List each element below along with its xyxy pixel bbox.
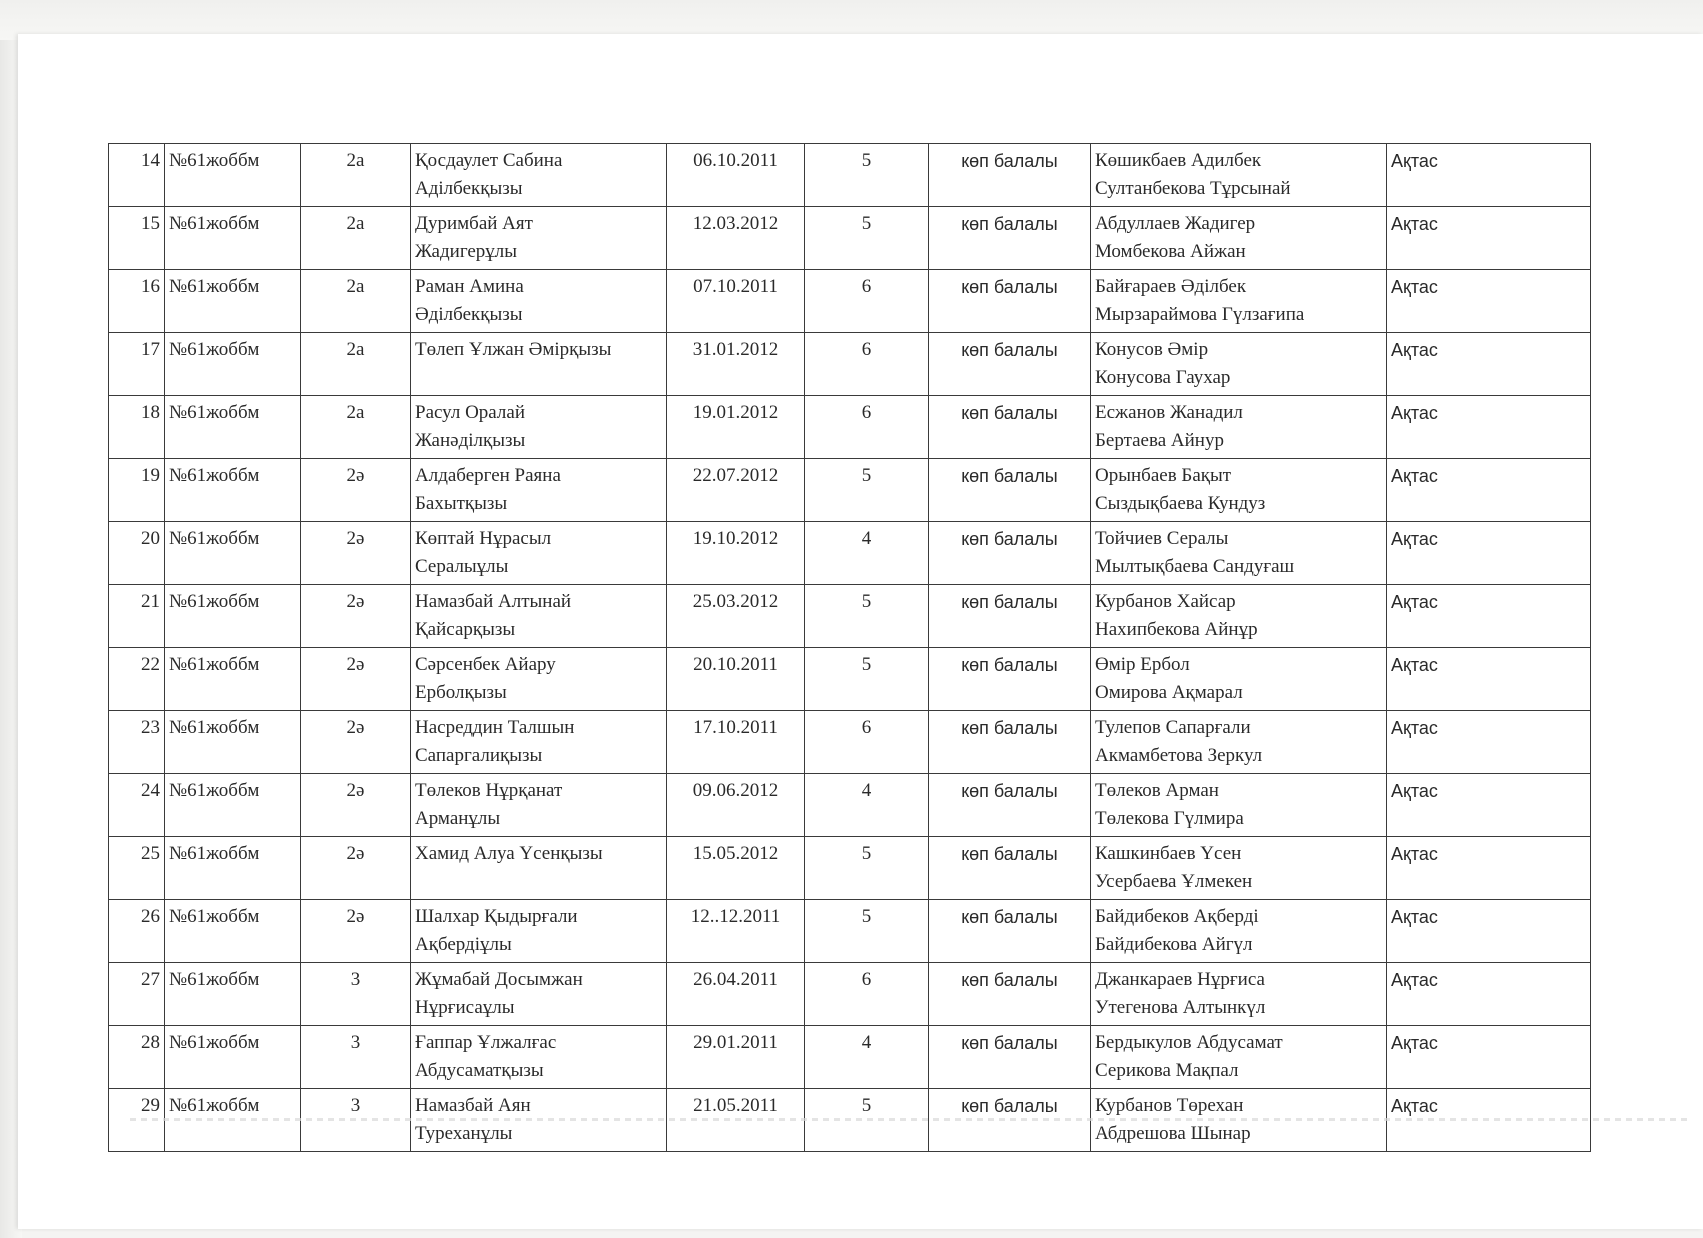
child-name-cell-line-2: Әдiлбекқызы [415,304,523,325]
parents-cell-line-1: Курбанов Төрехан [1095,1095,1244,1116]
family-status-cell: көп балалы [929,963,1091,1026]
child-name-cell-line-1: Насреддин Талшын [415,717,575,738]
parents-cell-line-2: Конусова Гаухар [1095,367,1231,388]
parents-cell-line-1: Тойчиев Сералы [1095,528,1229,549]
child-name-cell [411,711,667,774]
birth-date-cell: 17.10.2011 [667,711,805,774]
child-name-cell-line-1: Төлеков Нұрқанат [415,780,563,801]
parents-cell [1091,837,1387,900]
child-name-cell-line-2: Қайсарқызы [415,619,516,640]
parents-cell-line-1: Есжанов Жанадил [1095,402,1243,423]
school-cell: №61жоббм [165,585,301,648]
parents-cell-line-2: Сыздықбаева Кундуз [1095,493,1266,514]
locality-cell: Ақтас [1387,648,1591,711]
grade-cell: 3 [301,963,411,1026]
locality-cell: Ақтас [1387,774,1591,837]
parents-cell [1091,774,1387,837]
parents-cell [1091,648,1387,711]
parents-cell [1091,396,1387,459]
family-status-cell: көп балалы [929,648,1091,711]
child-name-cell [411,522,667,585]
grade-cell: 2ә [301,837,411,900]
locality-cell: Ақтас [1387,585,1591,648]
child-name-cell-line-1: Намазбай Аян [415,1095,531,1116]
parents-cell-line-2: Момбекова Айжан [1095,241,1246,262]
child-name-cell-line-2: Сапаргалиқызы [415,745,543,766]
parents-cell-line-2: Серикова Мақпал [1095,1060,1239,1081]
grade-cell: 2а [301,396,411,459]
birth-date-cell: 15.05.2012 [667,837,805,900]
parents-cell-line-2: Төлекова Гүлмира [1095,808,1244,829]
locality-cell: Ақтас [1387,333,1591,396]
child-name-cell-line-2: Туреханұлы [415,1123,513,1144]
child-name-cell-line-1: Раман Амина [415,276,524,297]
child-name-cell-line-1: Көптай Нұрасыл [415,528,552,549]
table-row [109,144,1591,207]
family-status-cell: көп балалы [929,774,1091,837]
child-name-cell [411,963,667,1026]
grade-cell: 2а [301,207,411,270]
children-count-cell: 6 [805,396,929,459]
birth-date-cell: 09.06.2012 [667,774,805,837]
locality-cell: Ақтас [1387,459,1591,522]
birth-date-cell: 12.03.2012 [667,207,805,270]
child-name-cell-line-1: Алдаберген Раяна [415,465,561,486]
birth-date-cell: 21.05.2011 [667,1089,805,1152]
row-number-cell: 19 [109,459,165,522]
child-name-cell-line-2: Арманұлы [415,808,501,829]
row-number-cell: 22 [109,648,165,711]
family-status-cell: көп балалы [929,900,1091,963]
row-number-cell: 26 [109,900,165,963]
child-name-cell [411,396,667,459]
child-name-cell-line-2: Адiлбекқызы [415,178,523,199]
child-name-cell [411,270,667,333]
child-name-cell-line-1: Дуримбай Аят [415,213,533,234]
child-name-cell-line-2: Жадигерұлы [415,241,518,262]
parents-cell-line-2: Нахипбекова Айнұр [1095,619,1258,640]
table-row [109,522,1591,585]
parents-cell-line-2: Бертаева Айнур [1095,430,1224,451]
locality-cell: Ақтас [1387,837,1591,900]
children-count-cell: 5 [805,900,929,963]
children-count-cell: 6 [805,711,929,774]
locality-cell: Ақтас [1387,1026,1591,1089]
parents-cell [1091,963,1387,1026]
school-cell: №61жоббм [165,648,301,711]
school-cell: №61жоббм [165,963,301,1026]
locality-cell: Ақтас [1387,522,1591,585]
roster-body [109,144,1591,1152]
parents-cell-line-1: Бердыкулов Абдусамат [1095,1032,1283,1053]
child-name-cell-line-2: Сералыұлы [415,556,509,577]
parents-cell [1091,333,1387,396]
locality-cell: Ақтас [1387,1089,1591,1152]
table-row [109,333,1591,396]
table-row [109,207,1591,270]
children-count-cell: 6 [805,333,929,396]
child-name-cell-line-1: Намазбай Алтынай [415,591,572,612]
student-roster-table [108,143,1591,1152]
child-name-cell-line-1: Расул Оралай [415,402,525,423]
scan-artifact-line [130,1118,1690,1121]
parents-cell-line-1: Тулепов Сапарғали [1095,717,1251,738]
child-name-cell [411,900,667,963]
child-name-cell-line-1: Төлеп Ұлжан Әмiрқызы [415,339,612,360]
child-name-cell-line-1: Хамид Алуа Үсенқызы [415,843,603,864]
child-name-cell-line-1: Жұмабай Досымжан [415,969,583,990]
grade-cell: 2ә [301,900,411,963]
school-cell: №61жоббм [165,900,301,963]
row-number-cell: 17 [109,333,165,396]
grade-cell: 3 [301,1089,411,1152]
child-name-cell-line-1: Ғаппар Ұлжалғас [415,1032,557,1053]
parents-cell-line-2: Мырзараймова Гүлзағипа [1095,304,1305,325]
child-name-cell [411,585,667,648]
birth-date-cell: 19.01.2012 [667,396,805,459]
parents-cell-line-2: Утегенова Алтынкүл [1095,997,1266,1018]
child-name-cell [411,333,667,396]
family-status-cell: көп балалы [929,585,1091,648]
school-cell: №61жоббм [165,711,301,774]
row-number-cell: 21 [109,585,165,648]
parents-cell [1091,585,1387,648]
children-count-cell: 6 [805,270,929,333]
children-count-cell: 5 [805,1089,929,1152]
children-count-cell: 5 [805,144,929,207]
parents-cell-line-1: Байғараев Әдiлбек [1095,276,1247,297]
row-number-cell: 14 [109,144,165,207]
parents-cell-line-2: Султанбекова Тұрсынай [1095,178,1291,199]
school-cell: №61жоббм [165,333,301,396]
parents-cell-line-2: Омирова Ақмарал [1095,682,1243,703]
children-count-cell: 4 [805,522,929,585]
child-name-cell-line-2: Бахытқызы [415,493,508,514]
parents-cell [1091,270,1387,333]
school-cell: №61жоббм [165,396,301,459]
family-status-cell: көп балалы [929,1026,1091,1089]
child-name-cell-line-2: Нұрғисаұлы [415,997,515,1018]
parents-cell-line-2: Усербаева Ұлмекен [1095,871,1253,892]
table-row [109,774,1591,837]
child-name-cell [411,459,667,522]
grade-cell: 2а [301,333,411,396]
table-row [109,396,1591,459]
birth-date-cell: 20.10.2011 [667,648,805,711]
child-name-cell-line-2: Жанәдiлқызы [415,430,526,451]
children-count-cell: 5 [805,459,929,522]
parents-cell-line-1: Өмiр Ербол [1095,654,1190,675]
parents-cell-line-2: Абдрешова Шынар [1095,1123,1251,1144]
birth-date-cell: 25.03.2012 [667,585,805,648]
child-name-cell-line-1: Шалхар Қыдырғали [415,906,578,927]
grade-cell: 2а [301,144,411,207]
row-number-cell: 23 [109,711,165,774]
grade-cell: 2ә [301,459,411,522]
row-number-cell: 24 [109,774,165,837]
parents-cell-line-1: Абдуллаев Жадигер [1095,213,1256,234]
table-row [109,963,1591,1026]
grade-cell: 2ә [301,522,411,585]
row-number-cell: 18 [109,396,165,459]
parents-cell [1091,522,1387,585]
parents-cell [1091,1026,1387,1089]
row-number-cell: 20 [109,522,165,585]
child-name-cell [411,144,667,207]
child-name-cell-line-1: Сәрсенбек Айару [415,654,556,675]
row-number-cell: 29 [109,1089,165,1152]
locality-cell: Ақтас [1387,963,1591,1026]
grade-cell: 2а [301,270,411,333]
table-row [109,648,1591,711]
family-status-cell: көп балалы [929,1089,1091,1152]
family-status-cell: көп балалы [929,459,1091,522]
parents-cell [1091,711,1387,774]
parents-cell-line-1: Конусов Әмiр [1095,339,1209,360]
parents-cell-line-1: Джанкараев Нұрғиса [1095,969,1265,990]
parents-cell [1091,900,1387,963]
table-row [109,585,1591,648]
table-row [109,459,1591,522]
family-status-cell: көп балалы [929,207,1091,270]
table-row [109,270,1591,333]
parents-cell [1091,207,1387,270]
school-cell: №61жоббм [165,1089,301,1152]
child-name-cell [411,837,667,900]
table-row [109,837,1591,900]
family-status-cell: көп балалы [929,522,1091,585]
parents-cell-line-2: Акмамбетова Зеркул [1095,745,1263,766]
children-count-cell: 4 [805,1026,929,1089]
table-row [109,900,1591,963]
parents-cell-line-1: Кашкинбаев Үсен [1095,843,1242,864]
parents-cell-line-2: Байдибекова Айгүл [1095,934,1253,955]
child-name-cell [411,648,667,711]
locality-cell: Ақтас [1387,711,1591,774]
row-number-cell: 28 [109,1026,165,1089]
table-row [109,711,1591,774]
row-number-cell: 25 [109,837,165,900]
children-count-cell: 5 [805,837,929,900]
school-cell: №61жоббм [165,774,301,837]
child-name-cell [411,1026,667,1089]
row-number-cell: 27 [109,963,165,1026]
grade-cell: 2ә [301,648,411,711]
school-cell: №61жоббм [165,270,301,333]
child-name-cell [411,774,667,837]
birth-date-cell: 22.07.2012 [667,459,805,522]
school-cell: №61жоббм [165,207,301,270]
school-cell: №61жоббм [165,837,301,900]
locality-cell: Ақтас [1387,270,1591,333]
children-count-cell: 6 [805,963,929,1026]
family-status-cell: көп балалы [929,837,1091,900]
family-status-cell: көп балалы [929,144,1091,207]
family-status-cell: көп балалы [929,333,1091,396]
school-cell: №61жоббм [165,144,301,207]
birth-date-cell: 12..12.2011 [667,900,805,963]
family-status-cell: көп балалы [929,270,1091,333]
birth-date-cell: 07.10.2011 [667,270,805,333]
locality-cell: Ақтас [1387,396,1591,459]
birth-date-cell: 26.04.2011 [667,963,805,1026]
children-count-cell: 5 [805,648,929,711]
parents-cell-line-2: Мылтықбаева Сандуғаш [1095,556,1295,577]
family-status-cell: көп балалы [929,711,1091,774]
grade-cell: 3 [301,1026,411,1089]
child-name-cell-line-2: Ақбердiұлы [415,934,512,955]
parents-cell [1091,459,1387,522]
grade-cell: 2ә [301,711,411,774]
child-name-cell [411,207,667,270]
parents-cell-line-1: Орынбаев Бақыт [1095,465,1232,486]
parents-cell-line-1: Байдибеков Ақбердi [1095,906,1259,927]
family-status-cell: көп балалы [929,396,1091,459]
parents-cell-line-1: Курбанов Хайсар [1095,591,1236,612]
parents-cell-line-1: Көшикбаев Адилбек [1095,150,1262,171]
birth-date-cell: 06.10.2011 [667,144,805,207]
parents-cell [1091,144,1387,207]
locality-cell: Ақтас [1387,207,1591,270]
child-name-cell-line-2: Абдусаматқызы [415,1060,544,1081]
children-count-cell: 5 [805,207,929,270]
grade-cell: 2ә [301,585,411,648]
school-cell: №61жоббм [165,459,301,522]
school-cell: №61жоббм [165,1026,301,1089]
grade-cell: 2ә [301,774,411,837]
child-name-cell-line-1: Қосдаулет Сабина [415,150,563,171]
locality-cell: Ақтас [1387,144,1591,207]
row-number-cell: 15 [109,207,165,270]
children-count-cell: 4 [805,774,929,837]
birth-date-cell: 29.01.2011 [667,1026,805,1089]
children-count-cell: 5 [805,585,929,648]
parents-cell-line-1: Төлеков Арман [1095,780,1219,801]
birth-date-cell: 19.10.2012 [667,522,805,585]
child-name-cell-line-2: Ерболқызы [415,682,507,703]
school-cell: №61жоббм [165,522,301,585]
locality-cell: Ақтас [1387,900,1591,963]
row-number-cell: 16 [109,270,165,333]
table-row [109,1026,1591,1089]
birth-date-cell: 31.01.2012 [667,333,805,396]
